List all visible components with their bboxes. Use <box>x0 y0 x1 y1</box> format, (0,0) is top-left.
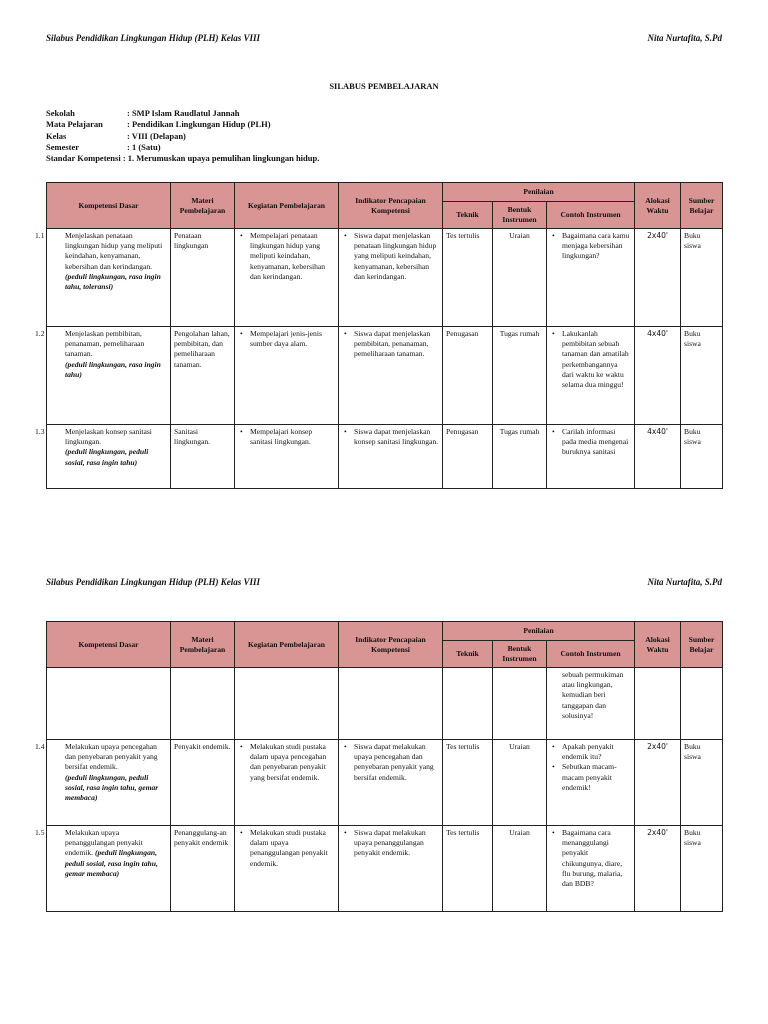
materi-cell: Penataan lingkungan <box>171 229 235 327</box>
meta-key: Sekolah <box>46 108 75 118</box>
col-sumber-header: Sumber Belajar <box>681 622 723 668</box>
header-right: Nita Nurtafita, S.Pd <box>647 33 722 43</box>
contoh-item: • Bagaimana cara kamu menjaga kebersihan lingkungan? <box>562 231 631 262</box>
teknik-cell <box>443 668 493 740</box>
kegiatan-cell <box>235 327 339 425</box>
col-materi-header: Materi Pembelajaran <box>171 622 235 668</box>
kd-text: Menjelaskan pembibitan, penanaman, pemeliharaan tanaman. <box>65 329 145 359</box>
col-bentuk-header: Bentuk Instrumen <box>493 202 547 229</box>
col-alokasi-header: Alokasi Waktu <box>635 622 681 668</box>
meta-value: : Pendidikan Lingkungan Hidup (PLH) <box>127 119 271 130</box>
materi-cell: Sanitasi lingkungan. <box>171 425 235 489</box>
sumber-cell: Buku siswa <box>681 425 723 489</box>
materi-cell: Pengolahan lahan, pembibitan, dan pemeliharaan tanaman. <box>171 327 235 425</box>
meta-row-class <box>46 131 319 142</box>
indikator-item: • Siswa dapat menjelaskan pembibitan, penanaman, pemeliharaan tanaman. <box>354 329 439 360</box>
contoh-cell <box>547 740 635 826</box>
teknik-cell: Penugasan <box>443 327 493 425</box>
kd-cell <box>35 327 171 425</box>
meta-value: : 1 (Satu) <box>127 141 161 152</box>
sumber-cell: Buku siswa <box>681 229 723 327</box>
col-indikator-header: Indikator Pencapaian Kompetensi <box>339 183 443 229</box>
col-sumber-header: Sumber Belajar <box>681 183 723 229</box>
table-row <box>47 327 723 425</box>
kegiatan-cell <box>235 229 339 327</box>
kd-cell <box>35 826 171 912</box>
sumber-cell <box>681 668 723 740</box>
col-kd-header: Kompetensi Dasar <box>47 183 171 229</box>
contoh-item: • Lakukanlah pembibitan sebuah tanaman dan amatilah perkembangannya dari waktu ke waktu selama dua minggu! <box>562 329 631 390</box>
alokasi-cell: 2x40' <box>635 229 681 327</box>
col-bentuk-header: Bentuk Instrumen <box>493 641 547 668</box>
bentuk-cell: Uraian <box>493 229 547 327</box>
kegiatan-item: • Mempelajari penataan lingkungan hidup yang meliputi keindahan, kenyamanan, kebersihan dan kerindangan. <box>250 231 335 282</box>
meta-value: : SMP Islam Raudlatul Jannah <box>127 108 240 118</box>
indikator-cell <box>339 327 443 425</box>
meta-row-school <box>46 108 319 119</box>
kd-cell <box>35 425 171 489</box>
contoh-item: • Apakah penyakit endemik itu? <box>562 742 631 762</box>
alokasi-cell: 4x40' <box>635 327 681 425</box>
sumber-cell: Buku siswa <box>681 327 723 425</box>
kegiatan-item: • Melakukan studi pustaka dalam upaya pencegahan dan penyebaran penyakit yang bersifat endemik. <box>250 742 335 783</box>
alokasi-cell <box>635 668 681 740</box>
syllabus-table-2 <box>35 621 723 912</box>
col-penilaian-header: Penilaian <box>443 622 635 641</box>
kd-karakter: (peduli lingkungan, peduli sosial, rasa ingin tahu, gemar membaca) <box>65 772 159 803</box>
kd-number: 1.3 <box>35 427 45 436</box>
identity-block <box>46 108 319 164</box>
kd-karakter: (peduli lingkungan, rasa ingin tahu, toleransi) <box>65 271 161 292</box>
table-row-continuation <box>47 668 723 740</box>
kd-cell <box>47 668 171 740</box>
indikator-cell <box>339 425 443 489</box>
col-kegiatan-header: Kegiatan Pembelajaran <box>235 183 339 229</box>
meta-key: Mata Pelajaran <box>46 119 103 130</box>
kd-karakter: (peduli lingkungan, peduli sosial, rasa ingin tahu) <box>65 447 149 467</box>
kegiatan-cell <box>235 425 339 489</box>
kegiatan-cell <box>235 668 339 740</box>
contoh-cell <box>547 425 635 489</box>
teknik-cell: Tes tertulis <box>443 740 493 826</box>
indikator-cell <box>339 229 443 327</box>
bentuk-cell: Tugas rumah <box>493 327 547 425</box>
kd-number: 1.1 <box>35 231 45 240</box>
col-materi-header: Materi Pembelajaran <box>171 183 235 229</box>
kd-text: Melakukan upaya pencegahan dan penyebaran penyakit yang bersifat endemik. <box>65 742 158 772</box>
materi-cell: Penanggulang-an penyakit endemik <box>171 826 235 912</box>
contoh-cell <box>547 229 635 327</box>
materi-cell <box>171 668 235 740</box>
meta-row-subject <box>46 119 319 130</box>
teknik-cell: Tes tertulis <box>443 826 493 912</box>
col-teknik-header: Teknik <box>443 641 493 668</box>
col-penilaian-header: Penilaian <box>443 183 635 202</box>
col-kegiatan-header: Kegiatan Pembelajaran <box>235 622 339 668</box>
kegiatan-cell <box>235 826 339 912</box>
standar-kompetensi: Standar Kompetensi : 1. Merumuskan upaya pemulihan lingkungan hidup. <box>46 153 320 164</box>
materi-cell: Penyakit endemik. <box>171 740 235 826</box>
kegiatan-item: • Mempelajari jenis-jenis sumber daya alam. <box>250 329 335 349</box>
contoh-cell <box>547 826 635 912</box>
sumber-cell: Buku siswa <box>681 740 723 826</box>
kd-text: Melakukan upaya penanggulangan penyakit endemik. <box>65 828 143 858</box>
bentuk-cell: Uraian <box>493 826 547 912</box>
col-alokasi-header: Alokasi Waktu <box>635 183 681 229</box>
indikator-item: • Siswa dapat menjelaskan penataan lingkungan hidup yang meliputi keindahan, kenyamanan, kebersihan dan kerindangan. <box>354 231 439 282</box>
contoh-cell <box>547 327 635 425</box>
header-left: Silabus Pendidikan Lingkungan Hidup (PLH) Kelas VIII <box>46 577 261 587</box>
meta-key: Semester <box>46 141 80 152</box>
indikator-item: • Siswa dapat melakukan upaya pencegahan dan penyebaran penyakit yang bersifat endemik. <box>354 742 439 783</box>
contoh-continuation: sebuah permukiman atau lingkungan, kemudian beri tanggapan dan solusinya! <box>547 668 635 740</box>
sumber-cell: Buku siswa <box>681 826 723 912</box>
indikator-cell <box>339 668 443 740</box>
document-title: SILABUS PEMBELAJARAN <box>329 81 439 91</box>
indikator-item: • Siswa dapat melakukan upaya penanggulangan penyakit endemik. <box>354 828 439 859</box>
col-indikator-header: Indikator Pencapaian Kompetensi <box>339 622 443 668</box>
kd-text: Menjelaskan konsep sanitasi lingkungan. <box>65 427 152 447</box>
teknik-cell: Tes tertulis <box>443 229 493 327</box>
kd-cell <box>35 229 171 327</box>
alokasi-cell: 4x40' <box>635 425 681 489</box>
meta-value: : VIII (Delapan) <box>127 130 186 141</box>
contoh-item: • Sebutkan macam-macam penyakit endemik! <box>562 762 631 793</box>
table-row <box>47 425 723 489</box>
kd-number: 1.4 <box>35 742 45 751</box>
kd-text: Menjelaskan penataan lingkungan hidup yang meliputi keindahan, kenyamanan, kebersihan dan kerindangan. <box>65 231 163 271</box>
col-contoh-header: Contoh Instrumen <box>547 641 635 668</box>
bentuk-cell: Uraian <box>493 740 547 826</box>
alokasi-cell: 2x40' <box>635 740 681 826</box>
contoh-item: • Carilah informasi pada media mengenai buruknya sanitasi <box>562 427 631 458</box>
indikator-cell <box>339 826 443 912</box>
kd-karakter: (peduli lingkungan, rasa ingin tahu) <box>65 359 161 379</box>
kd-number: 1.2 <box>35 329 45 338</box>
syllabus-table-1 <box>35 182 723 489</box>
kegiatan-item: • Mempelajari konsep sanitasi lingkungan. <box>250 427 335 447</box>
table-row <box>47 740 723 826</box>
contoh-item: • Bagaimana cara menanggulangi penyakit chikungunya, diare, flu burung, malaria, dan BDB? <box>562 828 631 889</box>
col-teknik-header: Teknik <box>443 202 493 229</box>
teknik-cell: Penugasan <box>443 425 493 489</box>
meta-key: Kelas <box>46 130 67 141</box>
bentuk-cell <box>493 668 547 740</box>
meta-row-semester <box>46 142 319 153</box>
indikator-item: • Siswa dapat menjelaskan konsep sanitasi lingkungan. <box>354 427 439 447</box>
header-left: Silabus Pendidikan Lingkungan Hidup (PLH) Kelas VIII <box>46 33 261 43</box>
kegiatan-cell <box>235 740 339 826</box>
table-row <box>47 229 723 327</box>
bentuk-cell: Tugas rumah <box>493 425 547 489</box>
col-contoh-header: Contoh Instrumen <box>547 202 635 229</box>
table-row <box>47 826 723 912</box>
kegiatan-item: • Melakukan studi pustaka dalam upaya penanggulangan penyakit endemik. <box>250 828 335 869</box>
kd-number: 1.5 <box>35 828 45 837</box>
indikator-cell <box>339 740 443 826</box>
header-right: Nita Nurtafita, S.Pd <box>647 577 722 587</box>
kd-karakter: (peduli lingkungan, peduli sosial, rasa ingin tahu, gemar membaca) <box>65 848 158 878</box>
kd-cell <box>35 740 171 826</box>
col-kd-header: Kompetensi Dasar <box>47 622 171 668</box>
alokasi-cell: 2x40' <box>635 826 681 912</box>
